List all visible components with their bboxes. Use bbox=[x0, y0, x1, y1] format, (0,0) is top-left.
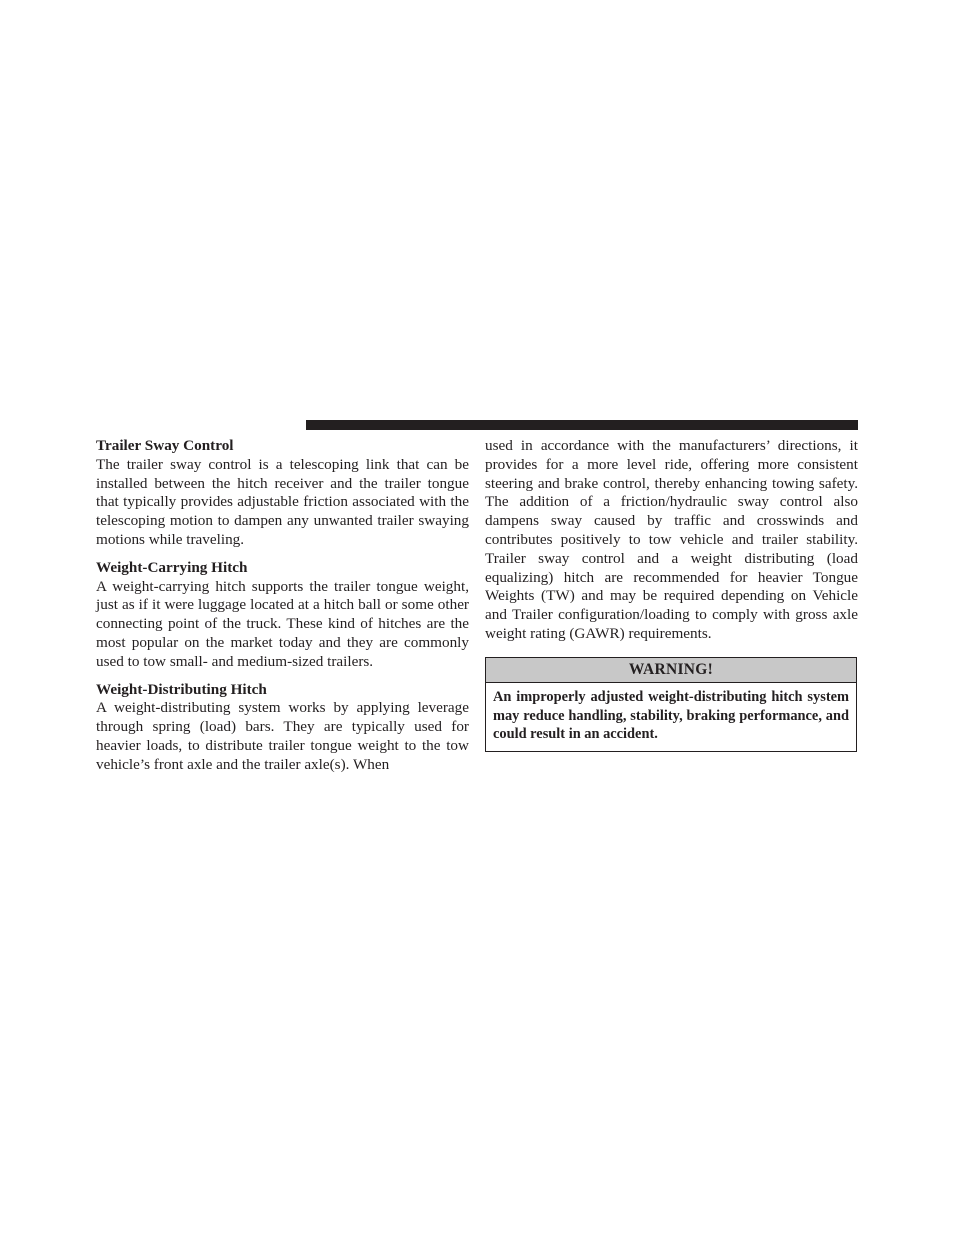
section-continuation bbox=[485, 437, 858, 644]
warning-box bbox=[485, 657, 857, 752]
section-header-bar bbox=[306, 420, 858, 430]
left-column bbox=[96, 437, 469, 784]
section-heading: Trailer Sway Control bbox=[96, 437, 234, 454]
warning-title: WARNING! bbox=[486, 658, 856, 683]
section-weight-carrying-hitch bbox=[96, 559, 469, 672]
continuation-body: used in accordance with the manufacturers’ directions, it provides for a more level ride, offering more consistent steering and brake control, thereby enhancing towing safety. The addition of a friction/hydraulic sway control also dampens sway caused by traffic and crosswinds and contributes positively to tow vehicle and trailer stability. Trailer sway control and a weight distributing (load equalizing) hitch are recommended for heavier Tongue Weights (TW) and may be required depending on Vehicle and Trailer configuration/loading to comply with gross axle weight rating (GAWR) requirements. bbox=[485, 437, 858, 642]
section-body: The trailer sway control is a telescoping link that can be installed between the hitch receiver and the trailer tongue that typically provides adjustable friction associated with the telescoping motion to dampen any unwanted trailer swaying motions while traveling. bbox=[96, 455, 469, 548]
section-body: A weight-distributing system works by applying leverage through spring (load) bars. They are typically used for heavier loads, to distribute trailer tongue weight to the tow vehicle’s front axle and the trailer axle(s). When bbox=[96, 699, 469, 773]
section-heading: Weight-Carrying Hitch bbox=[96, 558, 248, 576]
warning-text: An improperly adjusted weight-distributing hitch system may reduce handling, stability, braking performance, and could result in an accident. bbox=[493, 688, 849, 743]
section-weight-distributing-hitch bbox=[96, 681, 469, 775]
section-trailer-sway-control bbox=[96, 437, 469, 550]
section-body: A weight-carrying hitch supports the trailer tongue weight, just as if it were luggage located at a hitch ball or some other connecting point of the truck. These kind of hitches are the most popular on the market today and they are commonly used to tow small- and medium-sized trailers. bbox=[96, 577, 469, 670]
section-heading: Weight-Distributing Hitch bbox=[96, 680, 267, 698]
right-column bbox=[485, 437, 858, 752]
